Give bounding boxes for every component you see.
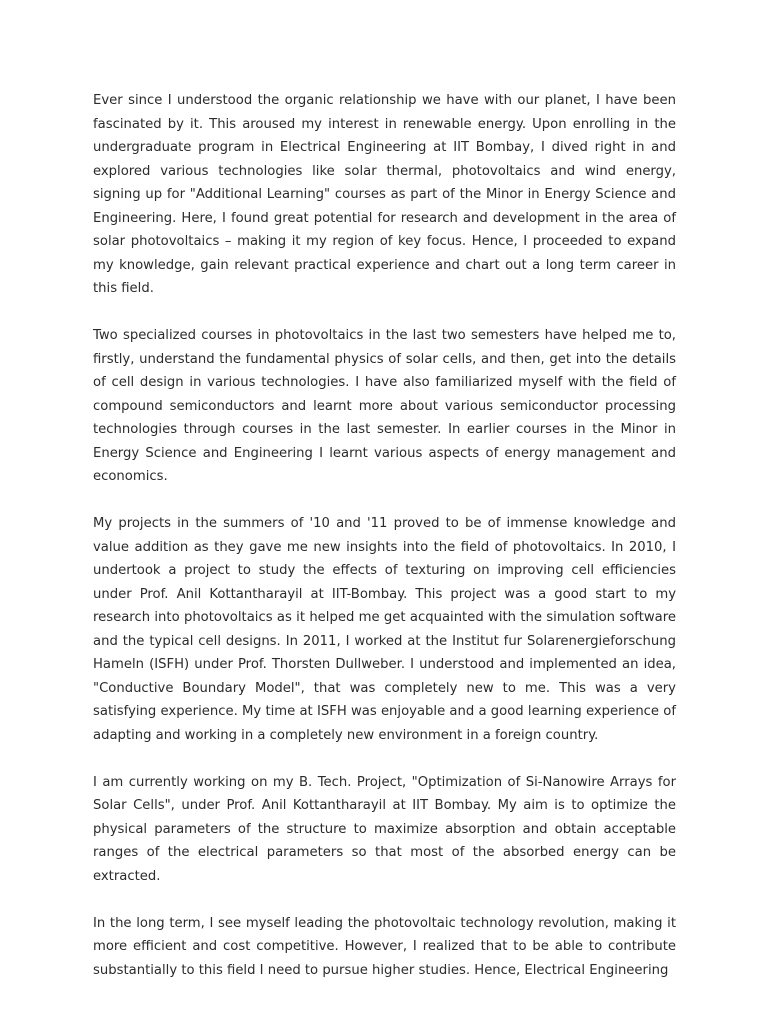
paragraph-3: My projects in the summers of '10 and '11 proved to be of immense knowledge and value addition as they gave me new insights into the field of photovoltaics. In 2010, I undertook a project to study the effects of texturing on improving cell efficiencies under Prof. Anil Kottantharayil at IIT-Bombay. This project was a good start to my research into photovoltaics as it helped me get acquainted with the simulation software and the typical cell designs. In 2011, I worked at the Institut fur Solarenergieforschung Hameln (ISFH) under Prof. Thorsten Dullweber. I understood and implemented an idea, "Conductive Boundary Model", that was completely new to me. This was a very satisfying experience. My time at ISFH was enjoyable and a good learning experience of adapting and working in a completely new environment in a foreign country. bbox=[93, 516, 676, 743]
paragraph-2: Two specialized courses in photovoltaics in the last two semesters have helped me to, firstly, understand the fundamental physics of solar cells, and then, get into the details of cell design in various technologies. I have also familiarized myself with the field of compound semiconductors and learnt more about various semiconductor processing technologies through courses in the last semester. In earlier courses in the Minor in Energy Science and Engineering I learnt various aspects of energy management and economics. bbox=[93, 328, 676, 484]
document-body bbox=[93, 89, 676, 1006]
paragraph-4: I am currently working on my B. Tech. Project, "Optimization of Si-Nanowire Arrays for Solar Cells", under Prof. Anil Kottantharayil at IIT Bombay. My aim is to optimize the physical parameters of the structure to maximize absorption and obtain acceptable ranges of the electrical parameters so that most of the absorbed energy can be extracted. bbox=[93, 774, 676, 884]
paragraph-5: In the long term, I see myself leading the photovoltaic technology revolution, making it more efficient and cost competitive. However, I realized that to be able to contribute substantially to this field I need to pursue higher studies. Hence, Electrical Engineering bbox=[93, 915, 676, 978]
paragraph-1: Ever since I understood the organic relationship we have with our planet, I have been fascinated by it. This aroused my interest in renewable energy. Upon enrolling in the undergraduate program in Electrical Engineering at IIT Bombay, I dived right in and explored various technologies like solar thermal, photovoltaics and wind energy, signing up for "Additional Learning" courses as part of the Minor in Energy Science and Engineering. Here, I found great potential for research and development in the area of solar photovoltaics – making it my region of key focus. Hence, I proceeded to expand my knowledge, gain relevant practical experience and chart out a long term career in this field. bbox=[93, 93, 676, 296]
